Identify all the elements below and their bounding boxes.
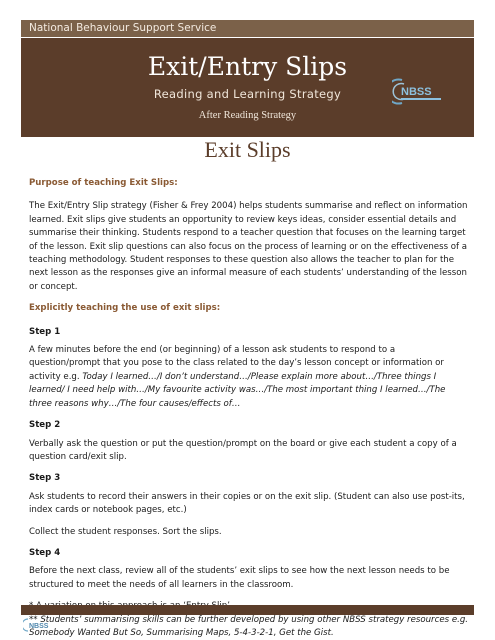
step-4-label: Step 4 — [29, 547, 61, 558]
org-header-bar — [21, 20, 474, 37]
step-1-examples: Today I learned…/I don’t understand…/Please explain more about…/Three things I learned/ I need help with…/My favourite activity was…/The most important thing I learned…/The three reasons why…/The four causes/effects of… — [29, 371, 446, 409]
purpose-paragraph: The Exit/Entry Slip strategy (Fisher & Frey 2004) helps students summarise and reflect on information learned. Exit slips give students an opportunity to review keys ideas, consider essential details and summarise their thinking. Students respond to a teacher question that focuses on the learning target of the lesson. Exit slip questions can also focus on the process of learning or on the effectiveness of a teaching methodology. Student responses to these question also allows the teacher to plan for the next lesson as the responses give an informal measure of each students’ understanding of the lesson or concept. — [29, 201, 468, 292]
nbss-logo-icon — [392, 76, 448, 106]
step-1-label: Step 1 — [29, 326, 61, 337]
step-2-label: Step 2 — [29, 420, 61, 431]
teaching-heading: Explicitly teaching the use of exit slips: — [29, 303, 221, 314]
title-banner — [21, 38, 474, 137]
step-1-text: A few minutes before the end (or beginning) of a lesson ask students to respond to a question/prompt that you pose to the class related to the day’s lesson concept or information or activity e.g. — [29, 345, 444, 382]
document-subtitle: Reading and Learning Strategy — [153, 87, 342, 101]
step-3-label: Step 3 — [29, 473, 61, 484]
step-3-extra: Collect the student responses. Sort the slips. — [29, 526, 222, 537]
logo-text: NBSS — [401, 86, 432, 98]
step-1-paragraph — [29, 344, 469, 411]
footer-logo-text: NBSS — [29, 623, 49, 630]
document-body — [29, 177, 469, 640]
page-heading: Exit Slips — [204, 137, 291, 162]
step-3-text: Ask students to record their answers in their copies or on the exit slip. (Student can also use post-its, index cards or notebook pages, etc.) — [29, 491, 465, 516]
purpose-heading: Purpose of teaching Exit Slips: — [29, 178, 178, 188]
footer-nbss-logo-icon — [23, 618, 57, 632]
document-title: Exit/Entry Slips — [147, 52, 348, 81]
footer-bar — [21, 605, 474, 615]
footnote: ** Students’ summarising skills can be further developed by using other NBSS strategy resources e.g. Somebody Wanted But So, Summarising Maps, 5-4-3-2-1, Get the Gist. — [29, 614, 469, 638]
step-4-text: Before the next class, review all of the students’ exit slips to see how the next lesson needs to be structured to meet the needs of all learners in the classroom. — [29, 566, 450, 590]
org-name: National Behaviour Support Service — [29, 22, 217, 34]
strategy-type: After Reading Strategy — [198, 110, 297, 121]
step-2-text: Verbally ask the question or put the question/prompt on the board or give each student a copy of a question card/exit slip. — [29, 438, 457, 462]
